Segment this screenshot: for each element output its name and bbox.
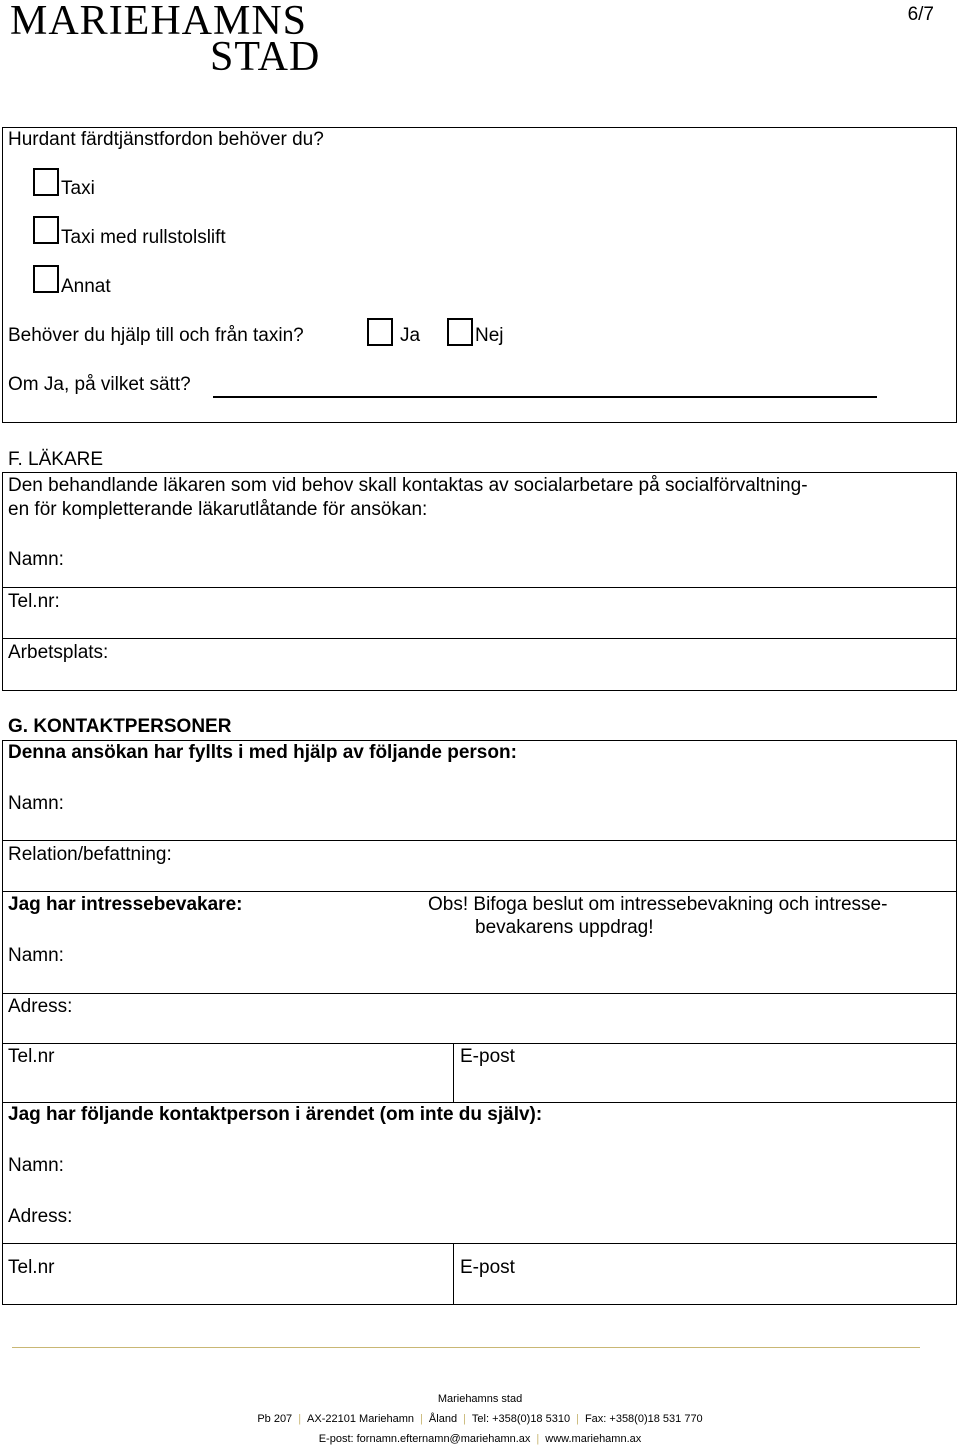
column-divider bbox=[453, 1043, 454, 1102]
footer-pb: Pb 207 bbox=[257, 1413, 293, 1425]
divider bbox=[2, 891, 957, 892]
guardian-phone-label: Tel.nr bbox=[8, 1046, 55, 1067]
helper-name-label: Namn: bbox=[8, 793, 64, 814]
how-label: Om Ja, på vilket sätt? bbox=[8, 374, 191, 395]
section-g-heading: G. KONTAKTPERSONER bbox=[8, 716, 232, 737]
help-yes-label: Ja bbox=[400, 325, 421, 346]
footer-postal: AX-22101 Mariehamn bbox=[307, 1413, 415, 1425]
checkbox-help-yes[interactable] bbox=[367, 318, 393, 346]
checkbox-other[interactable] bbox=[33, 265, 59, 293]
section-f-text-line1: Den behandlande läkaren som vid behov skall kontaktas av socialarbetare på socialförvaltning- bbox=[8, 475, 808, 496]
contact-heading: Jag har följande kontaktperson i ärendet (om inte du själv): bbox=[8, 1104, 543, 1125]
divider bbox=[2, 840, 957, 841]
section-f-heading: F. LÄKARE bbox=[8, 449, 104, 470]
section-f-text-line2: en för kompletterande läkarutlåtande för ansökan: bbox=[8, 499, 428, 520]
contact-phone-label: Tel.nr bbox=[8, 1257, 55, 1278]
guardian-address-label: Adress: bbox=[8, 996, 73, 1017]
option-taxi-label: Taxi bbox=[61, 178, 95, 199]
section-g-box bbox=[2, 740, 957, 1305]
footer-address-line: Pb 207 | AX-22101 Mariehamn | Åland | Tel: +358(0)18 5310 | Fax: +358(0)18 531 770 bbox=[257, 1413, 703, 1425]
contact-name-label: Namn: bbox=[8, 1155, 64, 1176]
page-number: 6/7 bbox=[907, 4, 934, 25]
divider bbox=[2, 638, 957, 639]
obs-note-line1: Obs! Bifoga beslut om intressebevakning och intresse- bbox=[428, 894, 888, 915]
divider bbox=[2, 993, 957, 994]
contact-email-label: E-post bbox=[460, 1257, 515, 1278]
option-other-label: Annat bbox=[61, 276, 111, 297]
checkbox-help-no[interactable] bbox=[447, 318, 473, 346]
guardian-name-label: Namn: bbox=[8, 945, 64, 966]
doctor-phone-label: Tel.nr: bbox=[8, 591, 60, 612]
logo-line1: MARIEHAMNS bbox=[10, 0, 308, 44]
footer-web[interactable]: www.mariehamn.ax bbox=[545, 1433, 642, 1445]
footer-org bbox=[0, 1393, 960, 1405]
obs-note-line2: bevakarens uppdrag! bbox=[475, 917, 654, 938]
doctor-name-label: Namn: bbox=[8, 549, 64, 570]
guardian-heading: Jag har intressebevakare: bbox=[8, 894, 243, 915]
footer-tel: Tel: +358(0)18 5310 bbox=[471, 1413, 571, 1425]
footer-region: Åland bbox=[428, 1413, 458, 1425]
guardian-email-label: E-post bbox=[460, 1046, 515, 1067]
checkbox-taxi-wheelchair-lift[interactable] bbox=[33, 216, 59, 244]
section-g-subheading: Denna ansökan har fyllts i med hjälp av följande person: bbox=[8, 742, 517, 763]
option-taxi-wheelchair-label: Taxi med rullstolslift bbox=[61, 227, 226, 248]
footer-org-name: Mariehamns stad bbox=[437, 1393, 523, 1405]
divider bbox=[2, 1102, 957, 1103]
footer-email: E-post: fornamn.efternamn@mariehamn.ax bbox=[318, 1433, 531, 1445]
help-question: Behöver du hjälp till och från taxin? bbox=[8, 325, 304, 346]
how-answer-line[interactable] bbox=[213, 396, 877, 398]
footer-contact-line: E-post: fornamn.efternamn@mariehamn.ax | www.mariehamn.ax bbox=[318, 1433, 642, 1445]
helper-relation-label: Relation/befattning: bbox=[8, 844, 172, 865]
checkbox-taxi[interactable] bbox=[33, 168, 59, 196]
contact-address-label: Adress: bbox=[8, 1206, 73, 1227]
vehicle-question: Hurdant färdtjänstfordon behöver du? bbox=[8, 129, 324, 150]
divider bbox=[2, 1043, 957, 1044]
divider bbox=[2, 587, 957, 588]
logo-line2: STAD bbox=[210, 34, 321, 80]
divider bbox=[2, 1243, 957, 1244]
footer-rule bbox=[12, 1347, 920, 1348]
column-divider bbox=[453, 1243, 454, 1305]
footer-fax: Fax: +358(0)18 531 770 bbox=[584, 1413, 703, 1425]
doctor-workplace-label: Arbetsplats: bbox=[8, 642, 109, 663]
help-no-label: Nej bbox=[475, 325, 504, 346]
